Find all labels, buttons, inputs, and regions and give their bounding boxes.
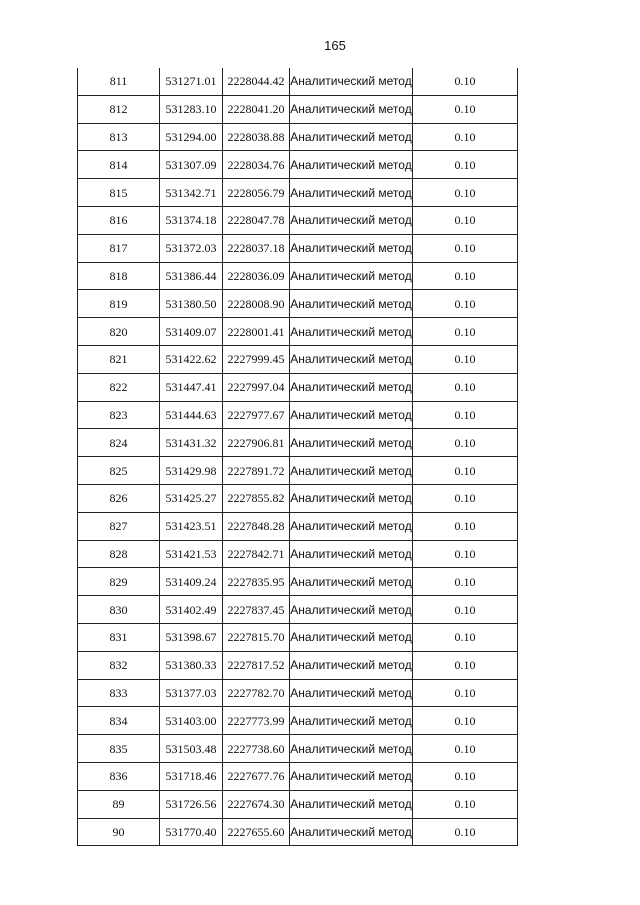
x-coordinate-cell: 531283.10 (160, 95, 223, 123)
table-row (78, 679, 518, 707)
x-coordinate-cell: 531431.32 (160, 429, 223, 457)
accuracy-cell: 0.10 (413, 318, 518, 346)
accuracy-cell: 0.10 (413, 484, 518, 512)
table-row (78, 818, 518, 846)
accuracy-cell: 0.10 (413, 596, 518, 624)
point-number-cell: 89 (78, 790, 160, 818)
point-number-cell: 90 (78, 818, 160, 846)
point-number-cell: 814 (78, 151, 160, 179)
method-cell: Аналитический метод (290, 206, 413, 234)
y-coordinate-cell: 2228008.90 (223, 290, 290, 318)
accuracy-cell: 0.10 (413, 762, 518, 790)
table-row (78, 151, 518, 179)
x-coordinate-cell: 531294.00 (160, 123, 223, 151)
point-number-cell: 830 (78, 596, 160, 624)
x-coordinate-cell: 531307.09 (160, 151, 223, 179)
accuracy-cell: 0.10 (413, 679, 518, 707)
point-number-cell: 822 (78, 373, 160, 401)
method-cell: Аналитический метод (290, 679, 413, 707)
table-row (78, 68, 518, 95)
accuracy-cell: 0.10 (413, 373, 518, 401)
accuracy-cell: 0.10 (413, 540, 518, 568)
method-cell: Аналитический метод (290, 373, 413, 401)
page-number: 165 (324, 38, 346, 53)
point-number-cell: 829 (78, 568, 160, 596)
method-cell: Аналитический метод (290, 151, 413, 179)
accuracy-cell: 0.10 (413, 512, 518, 540)
method-cell: Аналитический метод (290, 457, 413, 485)
method-cell: Аналитический метод (290, 345, 413, 373)
accuracy-cell: 0.10 (413, 151, 518, 179)
y-coordinate-cell: 2227817.52 (223, 651, 290, 679)
point-number-cell: 827 (78, 512, 160, 540)
method-cell: Аналитический метод (290, 68, 413, 95)
y-coordinate-cell: 2227842.71 (223, 540, 290, 568)
accuracy-cell: 0.10 (413, 651, 518, 679)
table-row (78, 95, 518, 123)
coordinates-table-body (78, 68, 518, 846)
point-number-cell: 816 (78, 206, 160, 234)
y-coordinate-cell: 2228056.79 (223, 179, 290, 207)
x-coordinate-cell: 531374.18 (160, 206, 223, 234)
table-row (78, 290, 518, 318)
method-cell: Аналитический метод (290, 290, 413, 318)
x-coordinate-cell: 531421.53 (160, 540, 223, 568)
accuracy-cell: 0.10 (413, 345, 518, 373)
table-row (78, 179, 518, 207)
method-cell: Аналитический метод (290, 596, 413, 624)
point-number-cell: 819 (78, 290, 160, 318)
x-coordinate-cell: 531409.24 (160, 568, 223, 596)
table-row (78, 262, 518, 290)
point-number-cell: 817 (78, 234, 160, 262)
method-cell: Аналитический метод (290, 568, 413, 596)
accuracy-cell: 0.10 (413, 179, 518, 207)
y-coordinate-cell: 2228047.78 (223, 206, 290, 234)
x-coordinate-cell: 531380.50 (160, 290, 223, 318)
point-number-cell: 821 (78, 345, 160, 373)
point-number-cell: 823 (78, 401, 160, 429)
accuracy-cell: 0.10 (413, 818, 518, 846)
accuracy-cell: 0.10 (413, 790, 518, 818)
method-cell: Аналитический метод (290, 623, 413, 651)
y-coordinate-cell: 2228001.41 (223, 318, 290, 346)
accuracy-cell: 0.10 (413, 206, 518, 234)
x-coordinate-cell: 531398.67 (160, 623, 223, 651)
accuracy-cell: 0.10 (413, 401, 518, 429)
y-coordinate-cell: 2228038.88 (223, 123, 290, 151)
method-cell: Аналитический метод (290, 262, 413, 290)
y-coordinate-cell: 2227674.30 (223, 790, 290, 818)
x-coordinate-cell: 531425.27 (160, 484, 223, 512)
point-number-cell: 825 (78, 457, 160, 485)
table-row (78, 651, 518, 679)
x-coordinate-cell: 531770.40 (160, 818, 223, 846)
table-row (78, 596, 518, 624)
point-number-cell: 811 (78, 68, 160, 95)
x-coordinate-cell: 531386.44 (160, 262, 223, 290)
y-coordinate-cell: 2228036.09 (223, 262, 290, 290)
table-row (78, 429, 518, 457)
y-coordinate-cell: 2227999.45 (223, 345, 290, 373)
x-coordinate-cell: 531372.03 (160, 234, 223, 262)
y-coordinate-cell: 2227835.95 (223, 568, 290, 596)
point-number-cell: 832 (78, 651, 160, 679)
y-coordinate-cell: 2227906.81 (223, 429, 290, 457)
method-cell: Аналитический метод (290, 484, 413, 512)
accuracy-cell: 0.10 (413, 95, 518, 123)
point-number-cell: 820 (78, 318, 160, 346)
x-coordinate-cell: 531422.62 (160, 345, 223, 373)
table-row (78, 512, 518, 540)
point-number-cell: 812 (78, 95, 160, 123)
x-coordinate-cell: 531402.49 (160, 596, 223, 624)
method-cell: Аналитический метод (290, 512, 413, 540)
method-cell: Аналитический метод (290, 790, 413, 818)
point-number-cell: 826 (78, 484, 160, 512)
point-number-cell: 818 (78, 262, 160, 290)
method-cell: Аналитический метод (290, 735, 413, 763)
table-row (78, 373, 518, 401)
x-coordinate-cell: 531444.63 (160, 401, 223, 429)
x-coordinate-cell: 531447.41 (160, 373, 223, 401)
point-number-cell: 828 (78, 540, 160, 568)
y-coordinate-cell: 2228044.42 (223, 68, 290, 95)
table-row (78, 623, 518, 651)
y-coordinate-cell: 2227848.28 (223, 512, 290, 540)
y-coordinate-cell: 2228041.20 (223, 95, 290, 123)
y-coordinate-cell: 2227782.70 (223, 679, 290, 707)
point-number-cell: 835 (78, 735, 160, 763)
x-coordinate-cell: 531342.71 (160, 179, 223, 207)
y-coordinate-cell: 2228037.18 (223, 234, 290, 262)
table-row (78, 568, 518, 596)
y-coordinate-cell: 2227891.72 (223, 457, 290, 485)
y-coordinate-cell: 2227677.76 (223, 762, 290, 790)
method-cell: Аналитический метод (290, 95, 413, 123)
table-row (78, 206, 518, 234)
y-coordinate-cell: 2227738.60 (223, 735, 290, 763)
point-number-cell: 824 (78, 429, 160, 457)
x-coordinate-cell: 531377.03 (160, 679, 223, 707)
x-coordinate-cell: 531380.33 (160, 651, 223, 679)
table-row (78, 234, 518, 262)
y-coordinate-cell: 2227655.60 (223, 818, 290, 846)
y-coordinate-cell: 2227997.04 (223, 373, 290, 401)
method-cell: Аналитический метод (290, 318, 413, 346)
accuracy-cell: 0.10 (413, 234, 518, 262)
method-cell: Аналитический метод (290, 651, 413, 679)
y-coordinate-cell: 2227773.99 (223, 707, 290, 735)
accuracy-cell: 0.10 (413, 735, 518, 763)
accuracy-cell: 0.10 (413, 290, 518, 318)
y-coordinate-cell: 2227815.70 (223, 623, 290, 651)
accuracy-cell: 0.10 (413, 568, 518, 596)
accuracy-cell: 0.10 (413, 457, 518, 485)
x-coordinate-cell: 531718.46 (160, 762, 223, 790)
accuracy-cell: 0.10 (413, 123, 518, 151)
x-coordinate-cell: 531409.07 (160, 318, 223, 346)
accuracy-cell: 0.10 (413, 68, 518, 95)
method-cell: Аналитический метод (290, 429, 413, 457)
table-row (78, 345, 518, 373)
x-coordinate-cell: 531403.00 (160, 707, 223, 735)
method-cell: Аналитический метод (290, 234, 413, 262)
point-number-cell: 834 (78, 707, 160, 735)
method-cell: Аналитический метод (290, 818, 413, 846)
table-row (78, 762, 518, 790)
table-row (78, 540, 518, 568)
point-number-cell: 813 (78, 123, 160, 151)
point-number-cell: 831 (78, 623, 160, 651)
y-coordinate-cell: 2227837.45 (223, 596, 290, 624)
y-coordinate-cell: 2227977.67 (223, 401, 290, 429)
accuracy-cell: 0.10 (413, 707, 518, 735)
accuracy-cell: 0.10 (413, 262, 518, 290)
x-coordinate-cell: 531503.48 (160, 735, 223, 763)
table-row (78, 318, 518, 346)
coordinates-table (77, 68, 518, 846)
accuracy-cell: 0.10 (413, 429, 518, 457)
x-coordinate-cell: 531423.51 (160, 512, 223, 540)
table-row (78, 457, 518, 485)
y-coordinate-cell: 2227855.82 (223, 484, 290, 512)
method-cell: Аналитический метод (290, 707, 413, 735)
x-coordinate-cell: 531429.98 (160, 457, 223, 485)
table-row (78, 790, 518, 818)
accuracy-cell: 0.10 (413, 623, 518, 651)
point-number-cell: 815 (78, 179, 160, 207)
table-row (78, 123, 518, 151)
x-coordinate-cell: 531726.56 (160, 790, 223, 818)
method-cell: Аналитический метод (290, 762, 413, 790)
x-coordinate-cell: 531271.01 (160, 68, 223, 95)
method-cell: Аналитический метод (290, 540, 413, 568)
table-row (78, 484, 518, 512)
y-coordinate-cell: 2228034.76 (223, 151, 290, 179)
table-row (78, 735, 518, 763)
table-row (78, 707, 518, 735)
method-cell: Аналитический метод (290, 401, 413, 429)
method-cell: Аналитический метод (290, 123, 413, 151)
point-number-cell: 833 (78, 679, 160, 707)
table-row (78, 401, 518, 429)
point-number-cell: 836 (78, 762, 160, 790)
method-cell: Аналитический метод (290, 179, 413, 207)
